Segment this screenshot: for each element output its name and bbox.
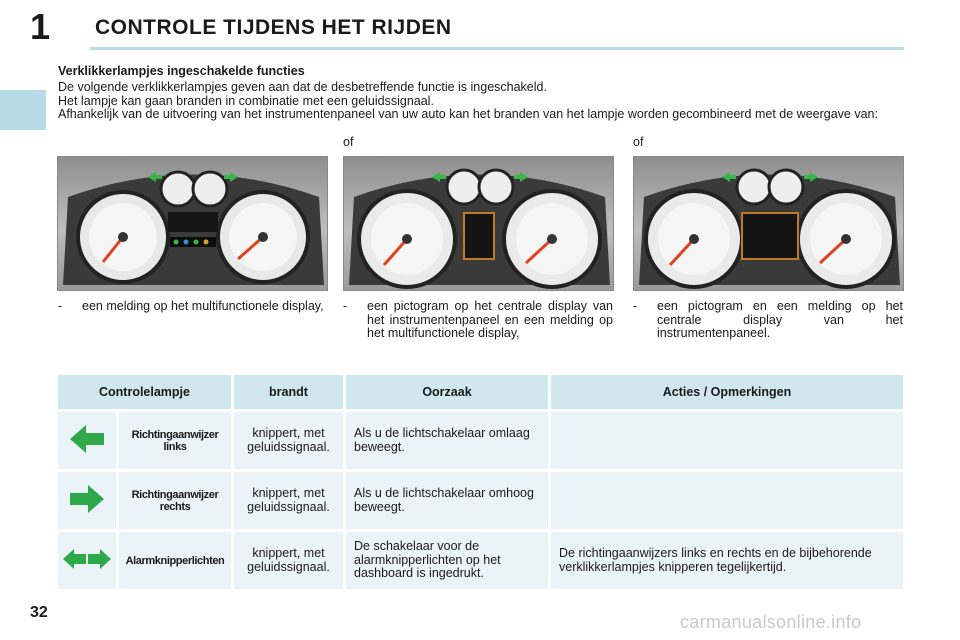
intro-line-2: Het lampje kan gaan branden in combinatie met een geluidssignaal. <box>58 93 434 108</box>
page-number: 32 <box>30 604 48 621</box>
lamp-acties: De richtingaanwijzers links en rechts en de bijbehorende verklikkerlampjes knipperen tegelijkertijd. <box>548 532 903 589</box>
lamp-name: Alarmknipperlichten <box>116 532 231 589</box>
caption-dash: - <box>633 299 638 313</box>
caption-dash: - <box>58 299 63 313</box>
instrument-panel-image-3 <box>633 156 904 291</box>
chapter-number: 1 <box>30 6 51 47</box>
instrument-panel-image-1 <box>57 156 328 291</box>
separator-of-2: of <box>633 135 644 149</box>
lamp-oorzaak: Als u de lichtschakelaar omlaag beweegt. <box>343 412 548 469</box>
lamp-icon-cell <box>58 472 116 529</box>
page-title: CONTROLE TIJDENS HET RIJDEN <box>95 16 452 39</box>
lamp-oorzaak: Als u de lichtschakelaar omhoog beweegt. <box>343 472 548 529</box>
arrow-left-icon <box>69 444 105 458</box>
title-rule <box>90 47 904 50</box>
lamp-acties <box>548 412 903 469</box>
header-oorzaak: Oorzaak <box>343 375 548 409</box>
warning-lamp-table <box>58 372 903 592</box>
caption-text: een melding op het multifunctionele display, <box>82 299 324 313</box>
lamp-brandt: knippert, met geluidssignaal. <box>231 532 343 589</box>
header-brandt: brandt <box>231 375 343 409</box>
header-acties: Acties / Opmerkingen <box>548 375 903 409</box>
lamp-name: Richtingaanwijzer rechts <box>116 472 231 529</box>
table-header-row <box>58 375 903 409</box>
watermark: carmanualsonline.info <box>680 612 862 632</box>
separator-of-1: of <box>343 135 354 149</box>
table-row <box>58 472 903 529</box>
table-row <box>58 412 903 469</box>
header-controlelampje: Controlelampje <box>58 375 231 409</box>
lamp-oorzaak: De schakelaar voor de alarmknipperlichten op het dashboard is ingedrukt. <box>343 532 548 589</box>
panel-caption-3 <box>633 300 903 341</box>
lamp-icon-cell <box>58 412 116 469</box>
chapter-side-tab <box>0 90 46 130</box>
lamp-icon-cell <box>58 532 116 589</box>
section-heading: Verklikkerlampjes ingeschakelde functies <box>58 64 305 78</box>
arrow-right-icon <box>69 504 105 518</box>
lamp-acties <box>548 472 903 529</box>
lamp-brandt: knippert, met geluidssignaal. <box>231 412 343 469</box>
table-row <box>58 532 903 589</box>
intro-line-3: Afhankelijk van de uitvoering van het instrumentenpaneel van uw auto kan het branden van het lampje worden gecombineerd met de weergave van: <box>58 107 878 121</box>
intro-text <box>58 81 908 122</box>
lamp-brandt: knippert, met geluidssignaal. <box>231 472 343 529</box>
instrument-panel-image-2 <box>343 156 614 291</box>
caption-dash: - <box>343 299 348 313</box>
hazard-arrows-icon <box>62 560 112 574</box>
panel-caption-2 <box>343 300 613 341</box>
caption-text: een pictogram en een melding op het centrale display van het instrumentenpaneel. <box>657 299 903 340</box>
intro-line-1: De volgende verklikkerlampjes geven aan dat de desbetreffende functie is ingeschakeld. <box>58 80 547 94</box>
caption-text: een pictogram op het centrale display van het instrumentenpaneel en een melding op het multifunctionele display, <box>367 299 613 340</box>
lamp-name: Richtingaanwijzer links <box>116 412 231 469</box>
panel-caption-1 <box>58 300 328 314</box>
